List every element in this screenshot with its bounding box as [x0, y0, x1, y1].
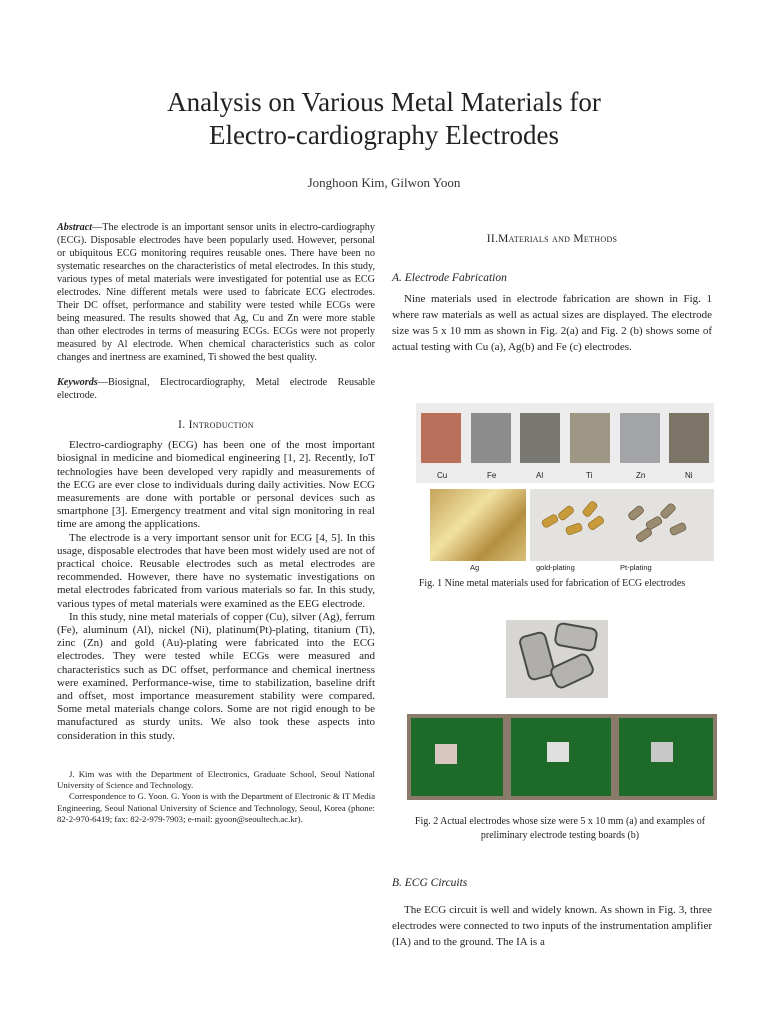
figure-1-caption: Fig. 1 Nine metal materials used for fabrication of ECG electrodes [418, 578, 686, 589]
electrodes-graphic [506, 620, 608, 698]
abstract-text: —The electrode is an important sensor units in electro-cardiography (ECG). Disposable electrodes have been popularly used. However, personal or ubiquitous ECG monitoring requires reusable ones. There have been no systematic researches on the characteristics of metal electrodes. In this study, various types of metal materials were investigated for potential use as ECG electrodes. Nine different metals were used to fabricate ECG electrodes. Their DC offset, performance and stability were tested while ECGs were being measured. The results showed that Ag, Cu and Zn were more stable than other electrodes in terms of measuring ECGs. ECGs were not properly measured by Al electrode. When chemical characteristics such as color changes and inertness are examined, Ti showed the best quality. [57, 222, 375, 363]
section-heading-methods: II.Materials and Methods [486, 233, 618, 245]
subsection-heading-fabrication: A. Electrode Fabrication [392, 272, 507, 285]
ecg-circuits-paragraph: The ECG circuit is well and widely known. As shown in Fig. 3, three electrodes were connected to two inputs of the instrumentation amplifier (IA) and to the ground. The IA is a [392, 904, 712, 949]
plated-electrodes-graphic [530, 489, 714, 561]
footnote-correspondence: Correspondence to G. Yoon. G. Yoon is with the Department of Electronic & IT Media Engineering, Seoul National University of Science and Technology, Seoul, Korea (phone: 82-2-970-6419; fax: 82-2-979-7903; e-mail: gyoon@seoultech.ac.kr). [57, 791, 375, 825]
section-heading-introduction: I. Introduction [178, 419, 254, 431]
intro-paragraph-2: The electrode is a very important sensor unit for ECG [4, 5]. In this usage, disposable electrodes that have been most widely used are not of practical choice. Reusable electrodes such as metal electrodes are recommended. However, there have no systematic investigations on metal electrodes fabricated from various materials so far. In this study, various types of metal materials were examined as the EEG electrode. [57, 531, 375, 610]
plate-label-fe: Fe [487, 471, 497, 480]
keywords-text: —Biosignal, Electrocardiography, Metal electrode Reusable electrode. [57, 377, 375, 401]
plate-label-al: Al [536, 471, 544, 480]
authors: Jonghoon Kim, Gilwon Yoon [307, 175, 461, 190]
fabrication-paragraph: Nine materials used in electrode fabrication are shown in Fig. 1 where raw materials as well as actual sizes are displayed. The electrode size was 5 x 10 mm as shown in Fig. 2(a) and Fig. 2 (b) shows some of actual testing with Cu (a), Ag(b) and Fe (c) electrodes. [392, 293, 712, 354]
silver-sheet-photo [430, 489, 526, 561]
metal-plate-cu [421, 413, 461, 463]
title-line-2: Electro-cardiography Electrodes [208, 120, 560, 150]
abstract [57, 221, 375, 364]
plated-electrodes-photo [530, 489, 714, 561]
label-pt-plating: Pt-plating [620, 563, 652, 572]
figure-1-lower-labels [430, 563, 714, 575]
figure-2a-electrodes-photo [506, 620, 608, 698]
title-line-1: Analysis on Various Metal Materials for [167, 87, 601, 117]
metal-plate-zn [620, 413, 660, 463]
electrode-on-board-c [651, 742, 673, 762]
figure-2b-testing-boards-photo [407, 714, 717, 800]
right-column [392, 231, 712, 355]
keywords [57, 376, 375, 402]
electrode-on-board-b [547, 742, 569, 762]
figure-1-plates-photo [416, 403, 714, 483]
footnote [57, 769, 375, 825]
fabrication-text [392, 291, 712, 355]
abstract-label: Abstract [57, 222, 93, 233]
electrode-on-board-a [435, 744, 457, 764]
subsection-heading-ecg-circuits: B. ECG Circuits [392, 877, 468, 889]
label-ag: Ag [470, 563, 480, 572]
intro-paragraph-1: Electro-cardiography (ECG) has been one of the most important biosignal in medicine and biomedical engineering [1, 2]. Recently, IoT technologies have been developed very rapidly and measurements of the ECG are ever close to individuals during daily activities. Now ECG measurements are done with portable or personal devices such as smartphone [3]. Emergency treatment and vital sign monitoring in real time are among the applications. [57, 439, 375, 531]
figure-2-caption: Fig. 2 Actual electrodes whose size were 5 x 10 mm (a) and examples of preliminary electrode testing boards (b) [414, 816, 706, 841]
plate-label-ni: Ni [685, 471, 693, 480]
footnote-affiliation: J. Kim was with the Department of Electronics, Graduate School, Seoul National University of Science and Technology. [57, 768, 375, 791]
metal-plate-fe [471, 413, 511, 463]
testing-board-a [411, 718, 503, 796]
label-gold-plating: gold-plating [536, 563, 575, 572]
figure-1-electrodes-photo [430, 489, 714, 561]
metal-plate-al [520, 413, 560, 463]
paper-title [60, 86, 708, 152]
plate-label-cu: Cu [437, 471, 448, 480]
intro-paragraph-3: In this study, nine metal materials of copper (Cu), silver (Ag), ferrum (Fe), aluminum (Al), nickel (Ni), platinum(Pt)-plating, titanium (Ti), zinc (Zn) and gold (Au)-plating were fabricated into the ECG electrodes. They were tested while ECGs were measured and characteristics such as DC offset, performance and chemical inertness were examined. Performance-wise, time to stabilization, baseline drift and offset, most importance measurement stability were compared. Some metal materials change colors. Some are not rigid enough to be manufactured as sturdy units. We also took these aspects into consideration in this study. [57, 610, 375, 742]
right-column-bottom [392, 877, 712, 950]
metal-plate-ni [669, 413, 709, 463]
metal-plate-ti [570, 413, 610, 463]
plate-label-ti: Ti [586, 471, 593, 480]
ecg-circuits-text [392, 902, 712, 950]
left-column [57, 221, 375, 825]
plate-label-zn: Zn [636, 471, 646, 480]
keywords-label: Keywords [57, 377, 98, 388]
